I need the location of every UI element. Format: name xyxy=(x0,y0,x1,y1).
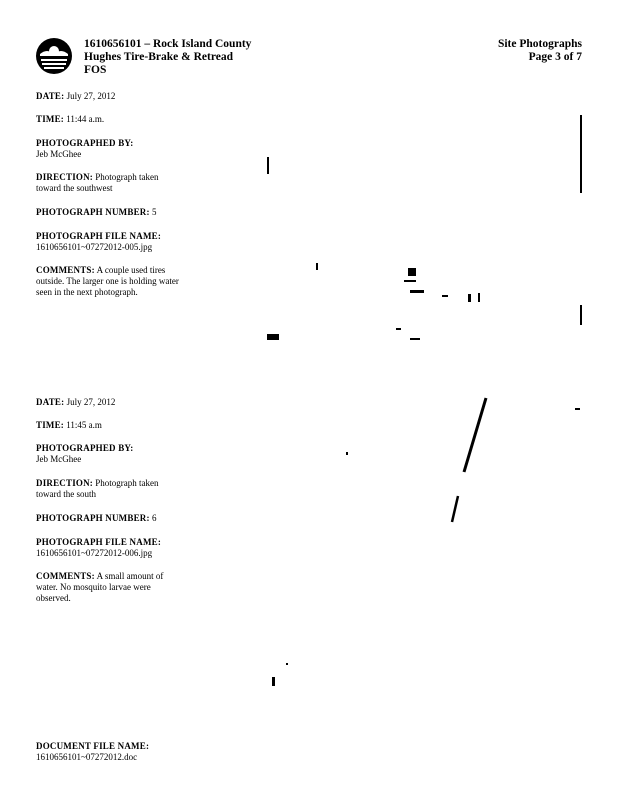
photo-file-label: PHOTOGRAPH FILE NAME: xyxy=(36,231,162,241)
photo1-time xyxy=(36,114,186,125)
site-type-line: FOS xyxy=(84,64,107,76)
photo1-date xyxy=(36,91,186,102)
photo1-number xyxy=(36,207,186,218)
photo2-file xyxy=(36,537,186,559)
direction-value: Photograph taken toward the south xyxy=(36,478,159,499)
comments-value: A couple used tires outside. The larger one is holding water seen in the next photograph. xyxy=(36,265,179,297)
document-file-value: 1610656101~07272012.doc xyxy=(36,752,138,762)
photo2-direction xyxy=(36,478,184,500)
time-label: TIME: xyxy=(36,420,64,430)
photo1-file xyxy=(36,231,186,253)
photo-file-value: 1610656101~07272012-006.jpg xyxy=(36,548,153,558)
comments-label: COMMENTS: xyxy=(36,571,95,581)
document-file-label: DOCUMENT FILE NAME: xyxy=(36,741,150,751)
date-label: DATE: xyxy=(36,397,65,407)
direction-label: DIRECTION: xyxy=(36,172,94,182)
page-number: Page 3 of 7 xyxy=(528,51,582,63)
document-file xyxy=(36,741,236,763)
time-label: TIME: xyxy=(36,114,64,124)
photo2-time xyxy=(36,420,186,431)
direction-label: DIRECTION: xyxy=(36,478,94,488)
section-title: Site Photographs xyxy=(497,38,582,50)
photo1-image xyxy=(250,100,590,360)
photo2-comments xyxy=(36,571,184,604)
site-name-line: Hughes Tire-Brake & Retread xyxy=(84,51,233,63)
photo-number-value: 6 xyxy=(151,513,157,523)
photo2-photographer xyxy=(36,443,186,465)
photo2-date xyxy=(36,397,186,408)
photographer-value: Jeb McGhee xyxy=(36,454,82,464)
photo-file-value: 1610656101~07272012-005.jpg xyxy=(36,242,153,252)
photo1-direction xyxy=(36,172,184,194)
section-header xyxy=(498,38,582,64)
comments-value: A small amount of water. No mosquito larvae were observed. xyxy=(36,571,164,603)
photo1-photographer xyxy=(36,138,186,160)
photographed-by-label: PHOTOGRAPHED BY: xyxy=(36,138,134,148)
photo-number-value: 5 xyxy=(151,207,157,217)
site-id-line: 1610656101 – Rock Island County xyxy=(84,38,252,50)
photographer-value: Jeb McGhee xyxy=(36,149,82,159)
photo1-comments xyxy=(36,265,186,298)
date-value: July 27, 2012 xyxy=(66,397,116,407)
time-value: 11:45 a.m xyxy=(66,420,102,430)
photo2-image xyxy=(250,390,590,700)
photo-number-label: PHOTOGRAPH NUMBER: xyxy=(36,513,150,523)
direction-value: Photograph taken toward the southwest xyxy=(36,172,159,193)
photo-file-label: PHOTOGRAPH FILE NAME: xyxy=(36,537,162,547)
site-title-block xyxy=(84,38,251,77)
photo2-number xyxy=(36,513,186,524)
date-value: July 27, 2012 xyxy=(66,91,116,101)
photo-number-label: PHOTOGRAPH NUMBER: xyxy=(36,207,150,217)
date-label: DATE: xyxy=(36,91,65,101)
comments-label: COMMENTS: xyxy=(36,265,95,275)
photographed-by-label: PHOTOGRAPHED BY: xyxy=(36,443,134,453)
time-value: 11:44 a.m. xyxy=(66,114,105,124)
agency-logo-icon xyxy=(35,37,73,75)
